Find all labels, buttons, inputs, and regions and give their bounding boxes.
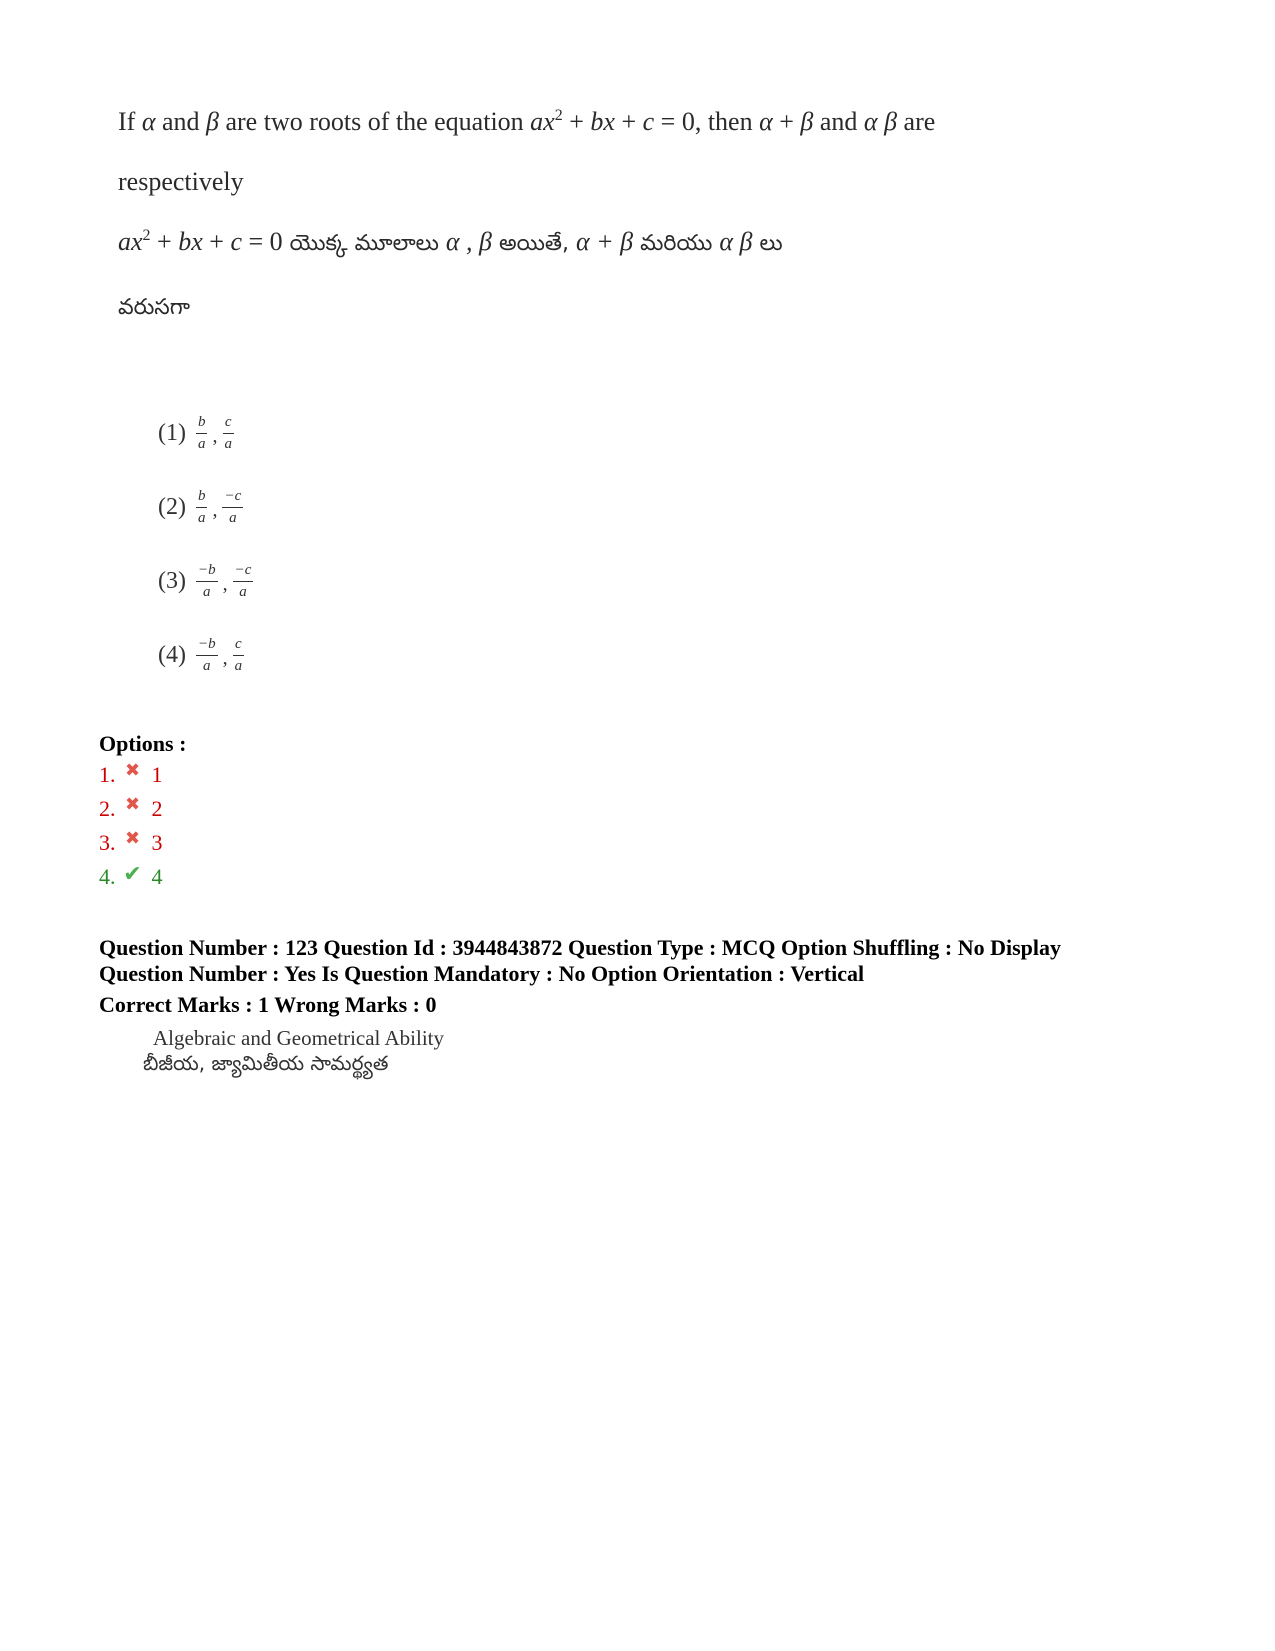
- fraction: $\frac{-c}{a}$: [234, 562, 252, 600]
- separator: ,: [222, 647, 228, 669]
- fraction: $\frac{c}{a}$: [234, 636, 243, 674]
- separator: ,: [222, 573, 228, 595]
- fraction: $\frac{b}{a}$: [197, 488, 206, 526]
- separator: ,: [212, 425, 218, 447]
- cross-icon: ✖: [124, 827, 141, 848]
- marks-info: Correct Marks : 1 Wrong Marks : 0: [99, 992, 437, 1017]
- choice-label: (3): [158, 568, 186, 594]
- option-number: 2.: [99, 796, 116, 821]
- cross-icon: ✖: [124, 793, 141, 814]
- separator: ,: [212, 499, 218, 521]
- question-english-line-2: respectively: [118, 167, 244, 196]
- option-value: 1: [151, 762, 163, 787]
- answer-choice: [158, 563, 255, 600]
- option-number: 1.: [99, 762, 116, 787]
- options-heading: Options :: [99, 731, 187, 756]
- option-value: 2: [151, 796, 163, 821]
- question-english-line-1: If α and β are two roots of the equation $ax^2$ + bx + c = 0, then α + β and α β are: [118, 107, 936, 136]
- section-label-english: Algebraic and Geometrical Ability: [153, 1026, 444, 1050]
- question-telugu-line-2: వరుసగా: [118, 295, 191, 320]
- fraction: $\frac{-c}{a}$: [224, 488, 242, 526]
- choice-label: (1): [158, 420, 186, 446]
- answer-choice: [158, 637, 246, 674]
- fraction: $\frac{-b}{a}$: [197, 636, 216, 674]
- question-image: [110, 95, 1030, 715]
- answer-choice: [158, 415, 236, 452]
- question-telugu-line-1: $ax^2$ + bx + c = 0 యొక్క మూలాలు α , β అయితే, α + β మరియు α β లు: [118, 227, 783, 256]
- section-label-telugu: బీజీయ, జ్యామితీయ సామర్థ్యత: [143, 1051, 389, 1075]
- choice-label: (2): [158, 494, 186, 520]
- option-item-correct: [99, 861, 163, 890]
- option-item: [99, 827, 163, 856]
- section-label: [143, 1028, 444, 1073]
- check-icon: ✔: [123, 861, 142, 886]
- option-value: 3: [151, 830, 163, 855]
- option-value: 4: [151, 864, 163, 889]
- option-item: [99, 793, 163, 822]
- option-number: 4.: [99, 864, 116, 889]
- fraction: $\frac{b}{a}$: [197, 414, 206, 452]
- option-number: 3.: [99, 830, 116, 855]
- fraction: $\frac{c}{a}$: [224, 414, 232, 452]
- cross-icon: ✖: [124, 759, 141, 780]
- question-meta-line-2: Question Number : Yes Is Question Mandatory : No Option Orientation : Vertical: [99, 961, 865, 986]
- question-meta-line-1: Question Number : 123 Question Id : 3944843872 Question Type : MCQ Option Shuffling : No Display: [99, 935, 1062, 960]
- choice-label: (4): [158, 642, 186, 668]
- fraction: $\frac{-b}{a}$: [197, 562, 216, 600]
- answer-choice: [158, 489, 245, 526]
- option-item: [99, 759, 163, 788]
